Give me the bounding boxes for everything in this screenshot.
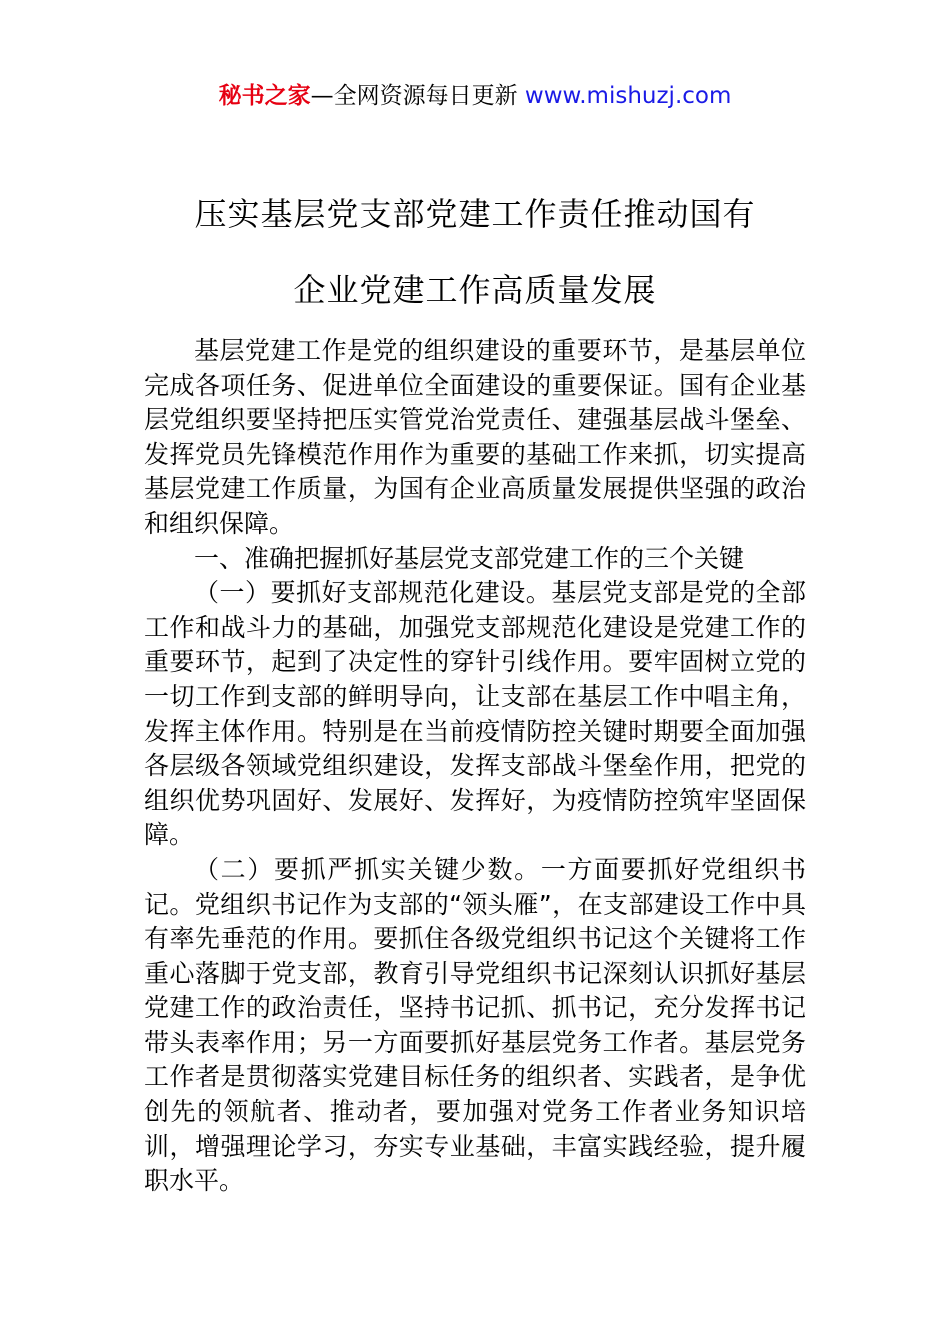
document-title	[60, 176, 890, 328]
title-line-2: 企业党建工作高质量发展	[293, 271, 657, 309]
paragraph-intro: 基层党建工作是党的组织建设的重要环节，是基层单位完成各项任务、促进单位全面建设的重要保证。国有企业基层党组织要坚持把压实管党治党责任、建强基层战斗堡垒、发挥党员先锋模范作用作为重要的基础工作来抓，切实提高基层党建工作质量，为国有企业高质量发展提供坚强的政治和组织保障。	[144, 336, 806, 538]
paragraph-subsection-1: （一）要抓好支部规范化建设。基层党支部是党的全部工作和战斗力的基础，加强党支部规范化建设是党建工作的重要环节，起到了决定性的穿针引线作用。要牢固树立党的一切工作到支部的鲜明导向，让支部在基层工作中唱主角，发挥主体作用。特别是在当前疫情防控关键时期要全面加强各层级各领域党组织建设，发挥支部战斗堡垒作用，把党的组织优势巩固好、发展好、发挥好，为疫情防控筑牢坚固保障。	[144, 578, 806, 850]
site-tagline: —全网资源每日更新	[310, 83, 525, 109]
title-line-1: 压实基层党支部党建工作责任推动国有	[194, 195, 756, 233]
document-body	[144, 334, 806, 1199]
site-header	[0, 80, 950, 112]
site-brand: 秘书之家	[218, 83, 311, 109]
section-heading-1: 一、准确把握抓好基层党支部党建工作的三个关键	[194, 543, 745, 573]
site-url-link[interactable]: www.mishuzj.com	[524, 83, 732, 109]
paragraph-subsection-2: （二）要抓严抓实关键少数。一方面要抓好党组织书记。党组织书记作为支部的“领头雁”，在支部建设工作中具有率先垂范的作用。要抓住各级党组织书记这个关键将工作重心落脚于党支部，教育引导党组织书记深刻认识抓好基层党建工作的政治责任，坚持书记抓、抓书记，充分发挥书记带头表率作用；另一方面要抓好基层党务工作者。基层党务工作者是贯彻落实党建目标任务的组织者、实践者，是争优创先的领航者、推动者，要加强对党务工作者业务知识培训，增强理论学习，夯实专业基础，丰富实践经验，提升履职水平。	[144, 854, 806, 1196]
